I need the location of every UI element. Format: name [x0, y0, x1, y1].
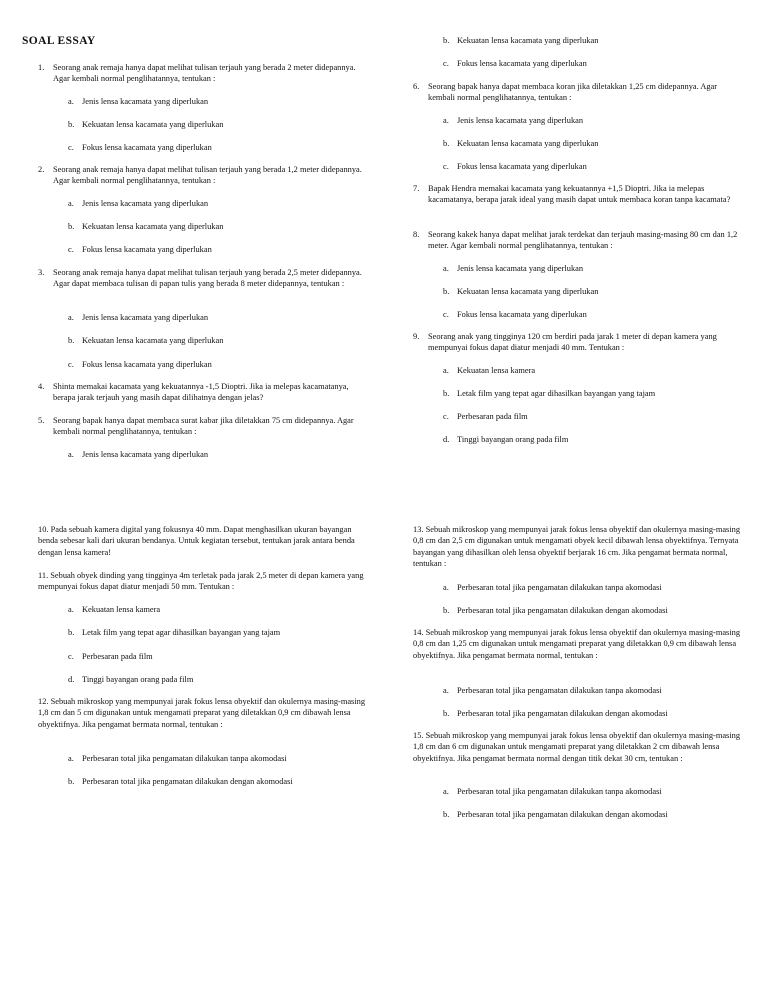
answer-option: [443, 708, 668, 719]
answer-option: [443, 286, 598, 297]
option-letter: a.: [68, 605, 74, 614]
question-8: [413, 229, 743, 252]
option-text: Fokus lensa kacamata yang diperlukan: [82, 143, 212, 152]
option-letter: a.: [443, 264, 449, 273]
option-letter: a.: [68, 199, 74, 208]
question-11: [38, 570, 373, 593]
question-1: [38, 62, 363, 85]
question-5: [38, 415, 368, 438]
option-text: Perbesaran pada film: [82, 652, 153, 661]
question-text: Seorang anak remaja hanya dapat melihat tulisan terjauh yang berada 1,2 meter didepannya. Agar kembali normal penglihatannya, tentukan :: [53, 165, 362, 186]
option-text: Perbesaran total jika pengamatan dilakukan dengan akomodasi: [457, 810, 668, 819]
answer-option: [68, 604, 160, 615]
question-text: Seorang bapak hanya dapat membaca surat kabar jika diletakkan 75 cm didepannya. Agar kembali normal penglihatannya, tentukan :: [53, 416, 354, 437]
answer-option: [443, 58, 587, 69]
question-number: 9.: [413, 332, 420, 341]
question-6: [413, 81, 743, 104]
option-text: Fokus lensa kacamata yang diperlukan: [457, 162, 587, 171]
answer-option: [443, 365, 535, 376]
question-number: 3.: [38, 268, 45, 277]
answer-option: [443, 138, 598, 149]
answer-option: [443, 605, 668, 616]
option-text: Perbesaran total jika pengamatan dilakukan dengan akomodasi: [82, 777, 293, 786]
answer-option: [443, 582, 662, 593]
option-letter: a.: [68, 754, 74, 763]
question-number: 7.: [413, 184, 420, 193]
option-text: Letak film yang tepat agar dihasilkan bayangan yang tajam: [82, 628, 281, 637]
option-letter: a.: [443, 116, 449, 125]
question-text: Seorang anak remaja hanya dapat melihat tulisan terjauh yang berada 2 meter didepannya. Agar kembali normal penglihatannya, tentukan :: [53, 63, 356, 84]
answer-option: [443, 685, 662, 696]
option-text: Kekuatan lensa kacamata yang diperlukan: [82, 336, 224, 345]
option-letter: a.: [68, 450, 74, 459]
option-letter: b.: [443, 139, 450, 148]
answer-option: [443, 786, 662, 797]
option-text: Jenis lensa kacamata yang diperlukan: [457, 116, 584, 125]
option-letter: b.: [443, 287, 450, 296]
question-15: [413, 730, 748, 764]
option-text: Kekuatan lensa kacamata yang diperlukan: [82, 120, 224, 129]
question-number: 8.: [413, 230, 420, 239]
question-text: Shinta memakai kacamata yang kekuatannya -1,5 Dioptri. Jika ia melepas kacamatanya, berapa jarak terjauh yang masih dapat dilihatnya dengan jelas?: [53, 382, 349, 403]
question-number: 5.: [38, 416, 45, 425]
option-letter: c.: [443, 162, 449, 171]
question-text: 14. Sebuah mikroskop yang mempunyai jarak fokus lensa obyektif dan okulernya masing-masing 0,8 cm dan 1,25 cm digunakan untuk mengamati preparat yang diletakkan 0,9 cm dibawah lensa obyektifnya. Jika pengamat bermata normal, tentukan :: [413, 628, 741, 660]
option-text: Tinggi bayangan orang pada film: [457, 435, 569, 444]
answer-option: [68, 674, 193, 685]
option-letter: a.: [443, 366, 449, 375]
answer-option: [68, 627, 280, 638]
option-text: Perbesaran total jika pengamatan dilakukan tanpa akomodasi: [82, 754, 287, 763]
question-3: [38, 267, 368, 290]
option-letter: b.: [443, 389, 450, 398]
question-text: Seorang bapak hanya dapat membaca koran jika diletakkan 1,25 cm didepannya. Agar kembali normal penglihatannya, tentukan :: [428, 82, 718, 103]
answer-option: [68, 244, 212, 255]
option-text: Perbesaran total jika pengamatan dilakukan dengan akomodasi: [457, 606, 668, 615]
answer-option: [443, 309, 587, 320]
option-letter: b.: [68, 336, 75, 345]
answer-option: [68, 221, 223, 232]
question-number: 1.: [38, 63, 45, 72]
answer-option: [68, 142, 212, 153]
option-letter: d.: [68, 675, 75, 684]
question-text: Seorang anak yang tingginya 120 cm berdiri pada jarak 1 meter di depan kamera yang mempunyai fokus dapat diatur menjadi 40 mm. Tentukan :: [428, 332, 717, 353]
option-letter: a.: [443, 583, 449, 592]
question-text: 12. Sebuah mikroskop yang mempunyai jarak fokus lensa obyektif dan okulernya masing-masing 1,8 cm dan 5 cm digunakan untuk mengamati preparat yang diletakkan 0,9 cm dibawah lensa obyektifnya. Jika pengamat bermata normal, tentukan :: [38, 697, 366, 729]
answer-option: [68, 651, 153, 662]
option-letter: d.: [443, 435, 450, 444]
option-text: Perbesaran total jika pengamatan dilakukan tanpa akomodasi: [457, 787, 662, 796]
option-text: Kekuatan lensa kacamata yang diperlukan: [457, 287, 599, 296]
option-letter: b.: [443, 606, 450, 615]
question-number: 2.: [38, 165, 45, 174]
option-text: Fokus lensa kacamata yang diperlukan: [82, 245, 212, 254]
answer-option: [443, 434, 568, 445]
option-letter: c.: [68, 143, 74, 152]
answer-option: [443, 115, 583, 126]
option-letter: a.: [68, 313, 74, 322]
answer-option: [68, 119, 223, 130]
option-text: Kekuatan lensa kamera: [82, 605, 161, 614]
question-text: 10. Pada sebuah kamera digital yang fokusnya 40 mm. Dapat menghasilkan ukuran bayangan benda sebesar kali dari ukuran bendanya. Untuk kegiatan tersebut, tentukan jarak antara benda dengan lensa kamera!: [38, 525, 355, 557]
answer-option: [68, 753, 287, 764]
option-text: Tinggi bayangan orang pada film: [82, 675, 194, 684]
option-letter: b.: [68, 628, 75, 637]
answer-option: [443, 388, 655, 399]
question-12: [38, 696, 368, 730]
option-text: Jenis lensa kacamata yang diperlukan: [457, 264, 584, 273]
question-number: 4.: [38, 382, 45, 391]
option-text: Perbesaran total jika pengamatan dilakukan dengan akomodasi: [457, 709, 668, 718]
option-text: Jenis lensa kacamata yang diperlukan: [82, 313, 209, 322]
option-text: Kekuatan lensa kamera: [457, 366, 536, 375]
answer-option: [68, 359, 212, 370]
option-letter: c.: [68, 652, 74, 661]
option-text: Perbesaran total jika pengamatan dilakukan tanpa akomodasi: [457, 686, 662, 695]
answer-option: [443, 809, 668, 820]
question-4: [38, 381, 368, 404]
question-13: [413, 524, 748, 570]
option-letter: b.: [68, 222, 75, 231]
option-text: Jenis lensa kacamata yang diperlukan: [82, 450, 209, 459]
question-7: [413, 183, 743, 206]
option-letter: c.: [443, 310, 449, 319]
option-letter: b.: [443, 810, 450, 819]
answer-option: [68, 449, 208, 460]
question-text: Seorang anak remaja hanya dapat melihat tulisan terjauh yang berada 2,5 meter didepannya. Agar dapat membaca tulisan di papan tulis yang berada 8 meter didepannya, tentukan :: [53, 268, 362, 289]
option-text: Jenis lensa kacamata yang diperlukan: [82, 97, 209, 106]
option-letter: a.: [443, 787, 449, 796]
option-letter: b.: [68, 120, 75, 129]
answer-option: [68, 335, 223, 346]
answer-option: [443, 161, 587, 172]
option-letter: a.: [68, 97, 74, 106]
option-text: Jenis lensa kacamata yang diperlukan: [82, 199, 209, 208]
answer-option: [68, 776, 293, 787]
option-text: Letak film yang tepat agar dihasilkan bayangan yang tajam: [457, 389, 656, 398]
option-text: Fokus lensa kacamata yang diperlukan: [457, 310, 587, 319]
answer-option: [443, 263, 583, 274]
answer-option: [443, 35, 598, 46]
option-text: Fokus lensa kacamata yang diperlukan: [82, 360, 212, 369]
option-letter: b.: [443, 36, 450, 45]
option-letter: b.: [443, 709, 450, 718]
answer-option: [68, 312, 208, 323]
option-text: Fokus lensa kacamata yang diperlukan: [457, 59, 587, 68]
option-letter: a.: [443, 686, 449, 695]
question-14: [413, 627, 748, 661]
question-9: [413, 331, 743, 354]
question-10: [38, 524, 373, 558]
option-letter: c.: [443, 412, 449, 421]
option-text: Perbesaran pada film: [457, 412, 528, 421]
question-number: 6.: [413, 82, 420, 91]
answer-option: [68, 96, 208, 107]
answer-option: [68, 198, 208, 209]
option-letter: b.: [68, 777, 75, 786]
option-letter: c.: [68, 245, 74, 254]
question-2: [38, 164, 368, 187]
option-text: Perbesaran total jika pengamatan dilakukan tanpa akomodasi: [457, 583, 662, 592]
question-text: 13. Sebuah mikroskop yang mempunyai jarak fokus lensa obyektif dan okulernya masing-masing 0,8 cm dan 2,5 cm digunakan untuk mengamati obyek kecil dibawah lensa obyektifnya. Ternyata bayangan yang dihasilkan oleh lensa obyektif berjarak 16 cm. Jika pengamat bermata normal, tentukan :: [413, 525, 741, 569]
question-text: 15. Sebuah mikroskop yang mempunyai jarak fokus lensa obyektif dan okulernya masing-masing 1,8 cm dan 6 cm digunakan untuk mengamati preparat yang diletakkan 2 cm dibawah lensa obyektifnya. Jika pengamat bermata normal dengan titik dekat 30 cm, tentukan :: [413, 731, 741, 763]
question-text: Seorang kakek hanya dapat melihat jarak terdekat dan terjauh masing-masing 80 cm dan 1,2 meter. Agar kembali normal penglihatannya, tentukan :: [428, 230, 738, 251]
option-text: Kekuatan lensa kacamata yang diperlukan: [82, 222, 224, 231]
question-text: Bapak Hendra memakai kacamata yang kekuatannya +1,5 Dioptri. Jika ia melepas kacamatanya, berapa jarak ideal yang masih dapat untuk membaca koran tanpa kacamata?: [428, 184, 731, 205]
question-text: 11. Sebuah obyek dinding yang tingginya 4m terletak pada jarak 2,5 meter di depan kamera yang mempunyai fokus dapat diatur menjadi 50 mm. Tentukan :: [38, 571, 364, 592]
option-text: Kekuatan lensa kacamata yang diperlukan: [457, 36, 599, 45]
page-title: SOAL ESSAY: [22, 35, 96, 47]
option-letter: c.: [68, 360, 74, 369]
option-letter: c.: [443, 59, 449, 68]
option-text: Kekuatan lensa kacamata yang diperlukan: [457, 139, 599, 148]
answer-option: [443, 411, 528, 422]
